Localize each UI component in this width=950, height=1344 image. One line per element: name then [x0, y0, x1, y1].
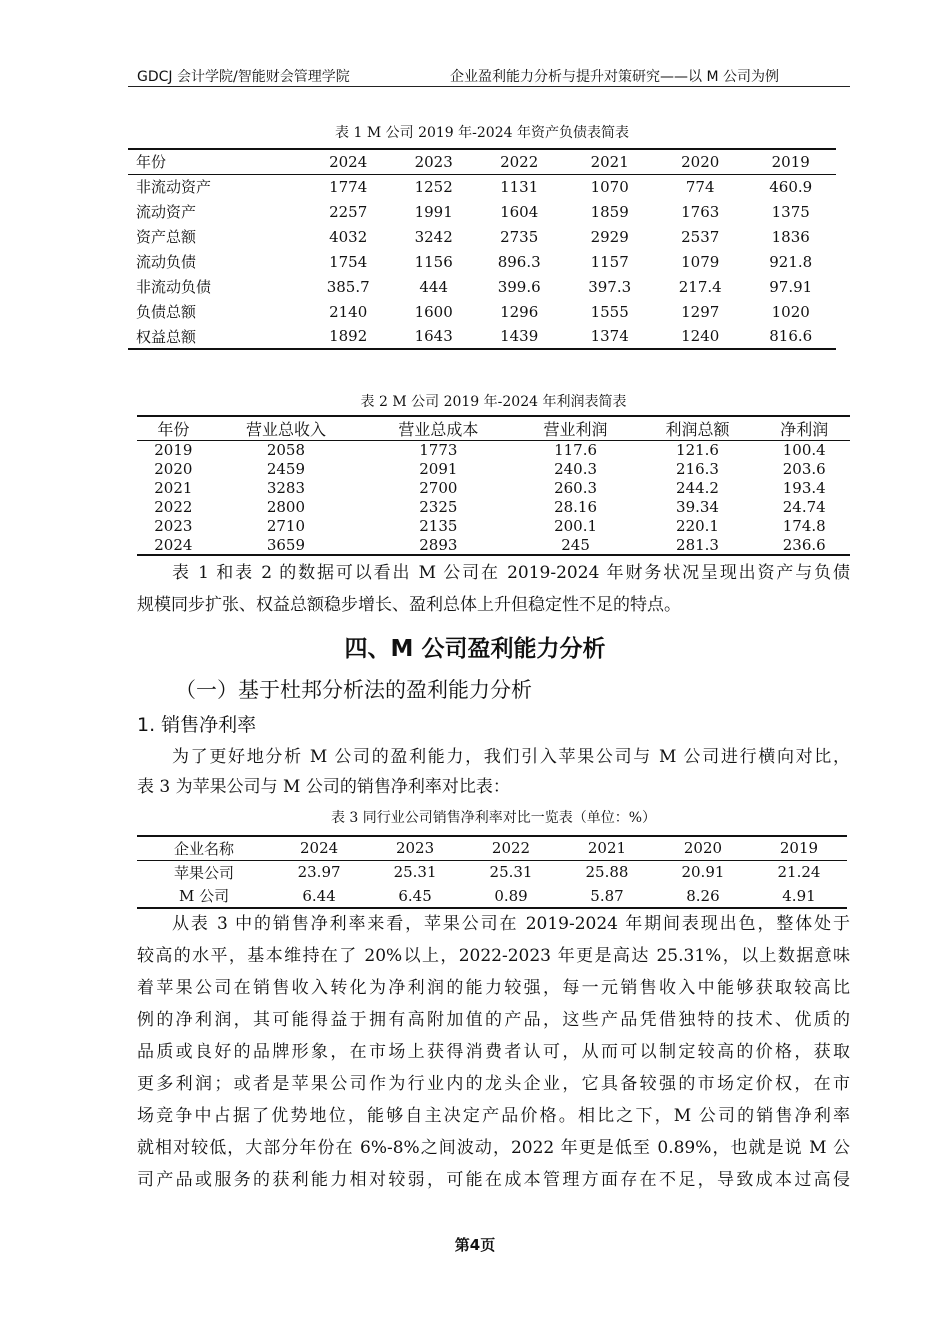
table-cell: 4032	[329, 227, 368, 246]
paragraph-line: 着苹果公司在销售收入转化为净利润的能力较强，每一元销售收入中能够获取较高比	[137, 978, 850, 998]
table-cell: 1252	[414, 177, 453, 196]
column-header: 2022	[463, 836, 559, 860]
table-row	[137, 479, 850, 498]
table-row	[128, 249, 836, 274]
subsubsection-heading: 1. 销售净利率	[137, 714, 257, 736]
table-cell: 负债总额	[136, 303, 197, 321]
table-cell: 97.91	[769, 277, 813, 296]
section-heading: 四、M 公司盈利能力分析	[344, 636, 606, 662]
table-row	[128, 324, 836, 349]
table-cell: 1156	[414, 252, 453, 271]
paragraph-line: 场竞争中占据了优势地位，能够自主决定产品价格。相比之下，M 公司的销售净利率	[137, 1106, 850, 1126]
table-cell: 21.24	[777, 863, 821, 882]
table-cell: 20.91	[681, 863, 725, 882]
column-header: 2021	[559, 836, 655, 860]
table-cell: 1643	[414, 327, 453, 345]
table-cell: 2537	[681, 227, 720, 246]
paragraph-line: 规模同步扩张、权益总额稳步增长、盈利总体上升但稳定性不足的特点。	[137, 595, 681, 615]
net-margin-table	[137, 835, 847, 909]
table-cell: 2929	[590, 227, 629, 246]
column-header: 2024	[271, 836, 367, 860]
paragraph-line: 例的净利润，其可能得益于拥有高附加值的产品，这些产品凭借独特的技术、优质的	[137, 1010, 850, 1030]
column-header: 2019	[745, 149, 836, 174]
table-cell: 1555	[590, 302, 629, 321]
table-cell: 244.2	[676, 479, 719, 497]
table-cell: 2459	[266, 460, 306, 478]
table-cell: 2022	[154, 498, 193, 516]
table-cell: 460.9	[769, 177, 813, 196]
table-cell: 资产总额	[136, 228, 197, 246]
table-cell: 2021	[154, 479, 193, 497]
column-header: 2024	[303, 149, 394, 174]
table-cell: 121.6	[676, 441, 719, 460]
table-cell: 1297	[681, 302, 720, 321]
paragraph-line: 更多利润；或者是苹果公司作为行业内的龙头企业，它具备较强的市场定价权，在市	[137, 1074, 850, 1094]
table-cell: 6.44	[302, 886, 336, 905]
table-cell: 1836	[771, 227, 810, 246]
income-statement-table	[137, 415, 850, 556]
column-header: 2022	[474, 149, 565, 174]
table-row	[137, 517, 850, 536]
table-cell: 1763	[681, 202, 720, 221]
paragraph-line: 就相对较低，大部分年份在 6%-8%之间波动，2022 年更是低至 0.89%，也就是说 M 公	[137, 1138, 850, 1158]
table-row	[137, 441, 850, 460]
table-cell: 774	[685, 177, 715, 196]
table-cell: 399.6	[497, 277, 541, 296]
column-header: 2021	[564, 149, 655, 174]
table-row	[128, 199, 836, 224]
table-cell: 6.45	[398, 886, 432, 905]
paragraph-line: 表 3 为苹果公司与 M 公司的销售净利率对比表：	[137, 777, 510, 797]
paragraph-line: 较高的水平，基本维持在了 20%以上，2022-2023 年更是高达 25.31%，以上数据意味	[137, 946, 850, 966]
column-header: 利润总额	[637, 416, 759, 441]
table-cell: 苹果公司	[174, 863, 235, 882]
table-cell: 896.3	[497, 252, 541, 271]
table-cell: 203.6	[782, 460, 826, 478]
table-cell: 2058	[266, 441, 306, 460]
table-cell: 39.34	[676, 498, 719, 516]
table-cell: 0.89	[494, 886, 528, 905]
header-right: 企业盈利能力分析与提升对策研究——以 M 公司为例	[450, 69, 779, 85]
table-cell: 2893	[419, 535, 458, 554]
paragraph-line: 为了更好地分析 M 公司的盈利能力，我们引入苹果公司与 M 公司进行横向对比，	[172, 747, 850, 767]
table-cell: 2020	[154, 460, 193, 478]
table-cell: 1892	[329, 327, 368, 345]
balance-sheet-table	[128, 148, 836, 350]
table-cell: 240.3	[554, 460, 598, 478]
table-cell: 816.6	[769, 327, 813, 345]
table-cell: 2735	[500, 227, 539, 246]
table-cell: 2024	[154, 535, 193, 554]
table-row	[128, 299, 836, 324]
table-cell: 281.3	[676, 535, 719, 554]
table-cell: 25.31	[489, 863, 533, 882]
table-cell: 245	[561, 535, 590, 554]
table-cell: 2019	[154, 441, 193, 460]
table3-caption: 表 3 同行业公司销售净利率对比一览表（单位：%）	[330, 810, 657, 826]
table-row	[128, 224, 836, 249]
table-cell: 2325	[419, 498, 458, 516]
table-row	[128, 174, 836, 199]
table-row	[137, 860, 847, 884]
table-cell: 1859	[590, 202, 629, 221]
table-cell: 8.26	[686, 886, 720, 905]
table-cell: 117.6	[554, 441, 598, 460]
table-cell: 217.4	[678, 277, 722, 296]
table-row	[137, 460, 850, 479]
table-cell: 25.31	[393, 863, 437, 882]
table1-caption: 表 1 M 公司 2019 年-2024 年资产负债表简表	[335, 125, 629, 141]
table-cell: 100.4	[782, 441, 826, 460]
table-cell: 非流动负债	[136, 278, 212, 296]
table-cell: 3242	[414, 227, 453, 246]
table-cell: 1079	[681, 252, 720, 271]
column-header: 年份	[137, 416, 210, 441]
table-cell: 2710	[266, 517, 306, 535]
header-left: GDCJ 会计学院/智能财会管理学院	[137, 69, 350, 85]
table-cell: 193.4	[782, 479, 826, 497]
table-cell: 2700	[419, 479, 458, 497]
table-cell: 1439	[500, 327, 539, 345]
column-header: 2019	[751, 836, 847, 860]
table-cell: 非流动资产	[136, 178, 212, 197]
paragraph-line: 表 1 和表 2 的数据可以看出 M 公司在 2019-2024 年财务状况呈现出资产与负债	[172, 563, 850, 583]
table-cell: 1991	[414, 202, 453, 221]
table-cell: 1604	[500, 202, 539, 221]
paragraph-line: 司产品或服务的获利能力相对较弱，可能在成本管理方面存在不足，导致成本过高侵	[137, 1170, 850, 1190]
column-header: 营业总收入	[210, 416, 362, 441]
table-cell: 921.8	[769, 252, 813, 271]
table-header-row	[137, 416, 850, 441]
table-cell: 1240	[681, 327, 720, 345]
paragraph-line: 从表 3 中的销售净利率来看，苹果公司在 2019-2024 年期间表现出色，整体处于	[172, 914, 850, 934]
table-cell: 174.8	[782, 517, 826, 535]
table-cell: 23.97	[297, 863, 341, 882]
table-cell: 流动资产	[136, 203, 197, 221]
table-cell: 25.88	[585, 863, 629, 882]
column-header: 年份	[128, 149, 303, 174]
table-cell: 220.1	[676, 517, 719, 535]
header-rule	[128, 86, 850, 87]
table-cell: 1774	[329, 177, 368, 196]
table-cell: 444	[419, 277, 448, 296]
table-cell: 236.6	[782, 535, 826, 554]
table-cell: 2023	[154, 517, 193, 535]
column-header: 净利润	[758, 416, 850, 441]
column-header: 营业利润	[515, 416, 637, 441]
table-cell: 5.87	[590, 886, 624, 905]
table-cell: 4.91	[782, 886, 816, 905]
table-row	[137, 498, 850, 517]
table-cell: 流动负债	[136, 253, 197, 271]
table-cell: 28.16	[554, 498, 598, 516]
table-cell: 3659	[266, 535, 306, 554]
table-cell: 1773	[419, 441, 458, 460]
table-cell: 2140	[329, 302, 368, 321]
table-cell: 2800	[266, 498, 306, 516]
table-cell: 1070	[590, 177, 629, 196]
column-header: 2023	[393, 149, 473, 174]
table-cell: 1296	[500, 302, 539, 321]
table-cell: 1131	[500, 177, 539, 196]
table-cell: 1020	[771, 302, 810, 321]
table-cell: 1754	[329, 252, 368, 271]
column-header: 营业总成本	[362, 416, 514, 441]
table-cell: 1600	[414, 302, 453, 321]
table-cell: 1157	[590, 252, 629, 271]
table-header-row	[137, 836, 847, 860]
table-cell: 397.3	[588, 277, 632, 296]
column-header: 2020	[655, 149, 746, 174]
column-header: 2020	[655, 836, 751, 860]
table-cell: 2257	[329, 202, 368, 221]
table-cell: 260.3	[554, 479, 598, 497]
table-cell: 1375	[771, 202, 810, 221]
table-cell: 2091	[419, 460, 458, 478]
table-cell: 2135	[419, 517, 458, 535]
page-number: 第4页	[454, 1236, 496, 1254]
table-cell: 216.3	[676, 460, 719, 478]
table-row	[128, 274, 836, 299]
table-row	[137, 884, 847, 908]
subsection-heading: （一）基于杜邦分析法的盈利能力分析	[175, 678, 532, 702]
table-cell: 385.7	[326, 277, 370, 296]
table-cell: 200.1	[554, 517, 598, 535]
table-cell: 3283	[266, 479, 306, 497]
table-cell: M 公司	[178, 887, 230, 905]
table-cell: 24.74	[782, 498, 826, 516]
column-header: 2023	[367, 836, 463, 860]
paragraph-line: 品质或良好的品牌形象，在市场上获得消费者认可，从而可以制定较高的价格，获取	[137, 1042, 850, 1062]
column-header: 企业名称	[137, 836, 271, 860]
table-cell: 1374	[590, 327, 629, 345]
table-header-row	[128, 149, 836, 174]
table2-caption: 表 2 M 公司 2019 年-2024 年利润表简表	[360, 394, 627, 410]
table-cell: 权益总额	[136, 327, 197, 346]
table-row	[137, 536, 850, 555]
